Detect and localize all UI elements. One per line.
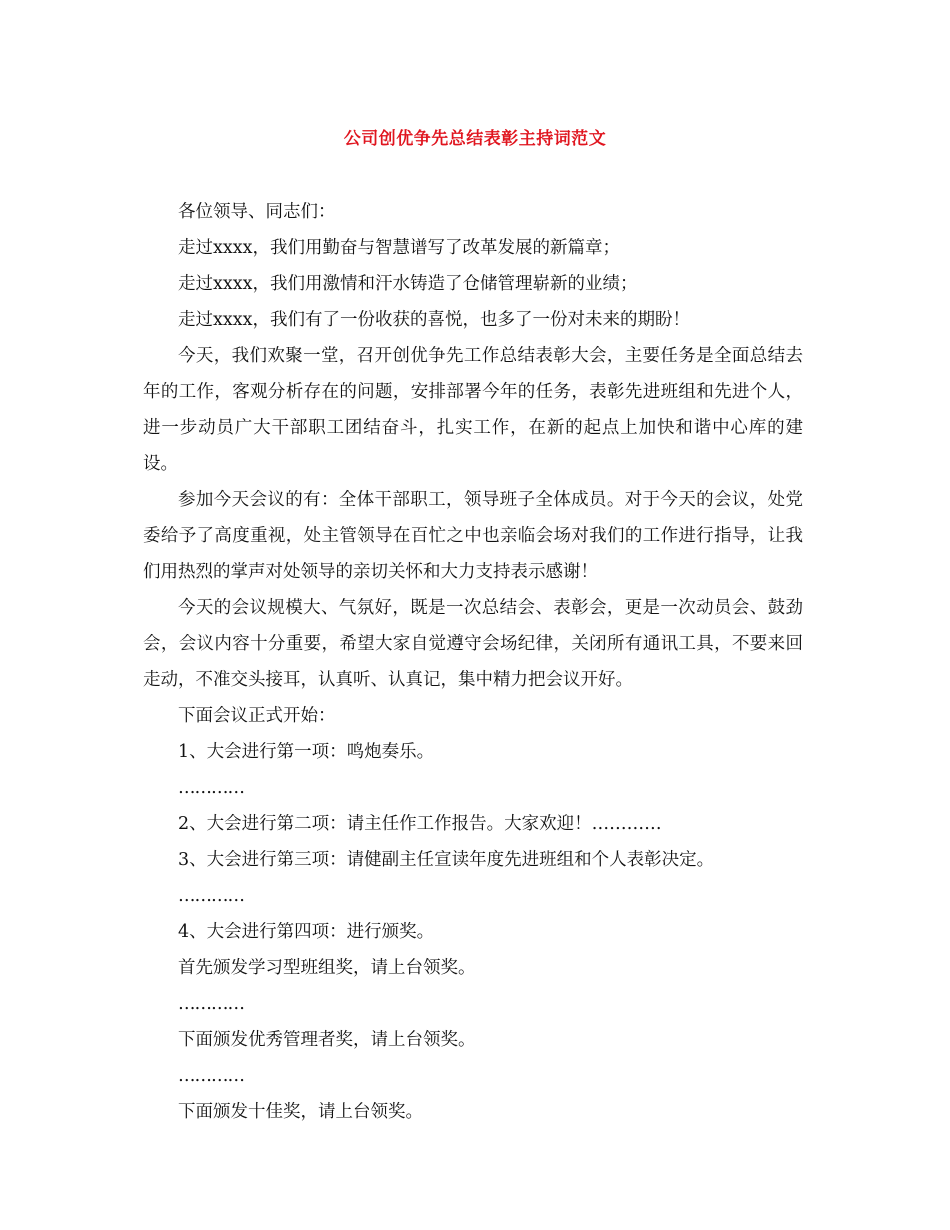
paragraph-attendees: 参加今天会议的有：全体干部职工，领导班子全体成员。对于今天的会议，处党委给予了高度重视，处主管领导在百忙之中也亲临会场对我们的工作进行指导，让我们用热烈的掌声对处领导的亲切关怀和大力支持表示感谢！ <box>143 490 803 582</box>
paragraph-greeting: 各位领导、同志们： <box>178 202 336 222</box>
ellipsis-line: ………… <box>178 778 244 798</box>
ellipsis-line: ………… <box>178 886 244 906</box>
paragraph-meeting-start: 下面会议正式开始： <box>178 706 336 726</box>
ellipsis-line: ………… <box>178 994 244 1014</box>
paragraph-line-3: 走过xxxx，我们有了一份收获的喜悦，也多了一份对未来的期盼！ <box>178 310 690 330</box>
award-excellent-manager: 下面颁发优秀管理者奖，请上台领奖。 <box>178 1030 476 1050</box>
ellipsis-line: ………… <box>178 1066 244 1086</box>
agenda-item-4: 4、大会进行第四项：进行颁奖。 <box>178 922 435 942</box>
document-title: 公司创优争先总结表彰主持词范文 <box>343 129 607 149</box>
agenda-item-3: 3、大会进行第三项：请健副主任宣读年度先进班组和个人表彰决定。 <box>178 850 715 870</box>
paragraph-meeting-purpose: 今天，我们欢聚一堂，召开创优争先工作总结表彰大会，主要任务是全面总结去年的工作，客观分析存在的问题，安排部署今年的任务，表彰先进班组和先进个人，进一步动员广大干部职工团结奋斗，扎实工作，在新的起点上加快和谐中心库的建设。 <box>143 346 803 474</box>
agenda-item-1: 1、大会进行第一项：鸣炮奏乐。 <box>178 742 435 762</box>
award-learning-team: 首先颁发学习型班组奖，请上台领奖。 <box>178 958 476 978</box>
agenda-item-2: 2、大会进行第二项：请主任作工作报告。大家欢迎！………… <box>178 814 662 834</box>
document-body <box>143 194 803 1130</box>
award-top-ten: 下面颁发十佳奖，请上台领奖。 <box>178 1102 423 1122</box>
paragraph-meeting-discipline: 今天的会议规模大、气氛好，既是一次总结会、表彰会，更是一次动员会、鼓劲会，会议内容十分重要，希望大家自觉遵守会场纪律，关闭所有通讯工具，不要来回走动，不准交头接耳，认真听、认真记，集中精力把会议开好。 <box>143 598 803 690</box>
paragraph-line-2: 走过xxxx，我们用激情和汗水铸造了仓储管理崭新的业绩； <box>178 274 638 294</box>
paragraph-line-1: 走过xxxx，我们用勤奋与智慧谱写了改革发展的新篇章； <box>178 238 620 258</box>
